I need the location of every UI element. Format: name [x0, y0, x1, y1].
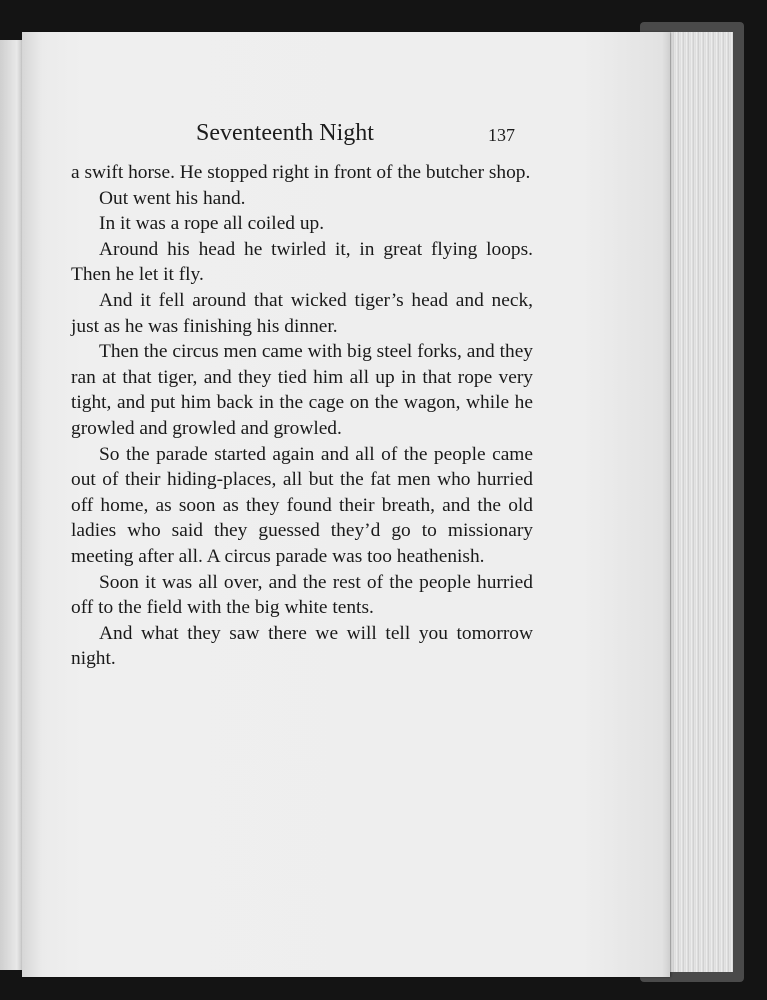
page-number: 137: [488, 125, 515, 145]
facing-page-edge: [0, 40, 24, 970]
paragraph: So the parade started again and all of the people came out of their hiding-places, all but the fat men who hurried off home, as soon as they found their breath, and the old ladies who said they guessed they’d go to missionary meeting after all. A circus parade was too heathenish.: [71, 443, 533, 567]
paragraph: Around his head he twirled it, in great flying loops. Then he let it fly.: [71, 238, 533, 286]
paragraph: And it fell around that wicked tiger’s head and neck, just as he was finishing his dinner.: [71, 289, 533, 337]
page-header: [0, 116, 767, 150]
paragraph: Soon it was all over, and the rest of the people hurried off to the field with the big white tents.: [71, 571, 533, 619]
paragraph: In it was a rope all coiled up.: [99, 213, 325, 235]
running-head: Seventeenth Night: [196, 120, 374, 146]
paragraph: Then the circus men came with big steel forks, and they ran at that tiger, and they tied him all up in that rope very tight, and put him back in the cage on the wagon, while he growled and growled and growled.: [71, 341, 533, 439]
paragraph: a swift horse. He stopped right in front of the butcher shop.: [71, 162, 531, 183]
paragraph: Out went his hand.: [99, 187, 246, 209]
body-text: [71, 160, 533, 672]
paragraph: And what they saw there we will tell you tomorrow night.: [71, 622, 533, 670]
